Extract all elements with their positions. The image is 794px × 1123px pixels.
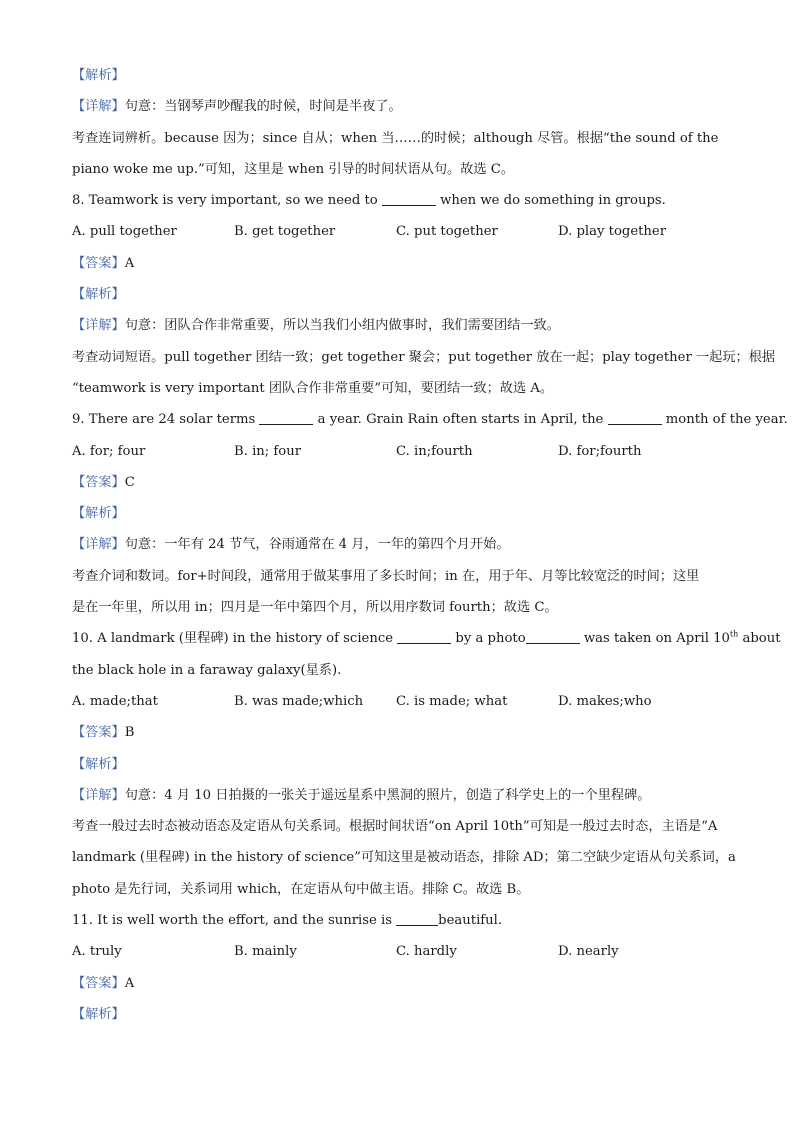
analysis-heading-q8 bbox=[72, 279, 722, 310]
explanation-line: photo 是先行词，关系词用 which，在定语从句中做主语。排除 C。故选 B。 bbox=[72, 881, 530, 897]
explanation-line: 考查连词辨析。because 因为；since 自从；when 当……的时候；although 尽管。根据“the sound of the bbox=[72, 130, 719, 146]
analysis-tag: 【解析】 bbox=[72, 68, 125, 83]
question-11-stem: 11. It is well worth the effort, and the sunrise is beautiful. bbox=[72, 913, 503, 929]
answer-value: B bbox=[124, 725, 135, 741]
detail-line-q9 bbox=[72, 529, 722, 560]
option-a: A. pull together bbox=[72, 224, 177, 240]
question-8-options bbox=[72, 216, 722, 247]
explanation-line: landmark (里程碑) in the history of science”可知这里是被动语态，排除 AD；第二空缺少定语从句关系词，a bbox=[72, 850, 736, 866]
detail-text: 句意：当钢琴声吵醒我的时候，时间是半夜了。 bbox=[124, 99, 402, 115]
option-a: A. truly bbox=[72, 944, 122, 960]
document-page bbox=[72, 60, 788, 1030]
option-d: D. nearly bbox=[558, 944, 619, 960]
answer-tag: 【答案】 bbox=[72, 255, 125, 271]
explanation-line: piano woke me up.”可知，这里是 when 引导的时间状语从句。故选 C。 bbox=[72, 161, 515, 177]
analysis-tag: 【解析】 bbox=[72, 1006, 125, 1022]
option-d: D. makes;who bbox=[558, 693, 652, 709]
answer-blank bbox=[526, 629, 580, 644]
option-d: D. for;fourth bbox=[558, 443, 642, 459]
question-9-options bbox=[72, 436, 722, 467]
analysis-tag: 【解析】 bbox=[72, 287, 125, 303]
answer-line-q10 bbox=[72, 717, 722, 748]
option-b: B. mainly bbox=[234, 944, 297, 960]
option-a: A. for; four bbox=[72, 443, 146, 459]
answer-blank bbox=[608, 410, 662, 425]
detail-line-q10 bbox=[72, 780, 722, 811]
explanation-line: “teamwork is very important 团队合作非常重要”可知，要团结一致；故选 A。 bbox=[72, 380, 554, 396]
answer-blank bbox=[396, 911, 438, 926]
question-8-stem: 8. Teamwork is very important, so we need to when we do something in groups. bbox=[72, 193, 666, 209]
analysis-heading-q11 bbox=[72, 999, 722, 1030]
detail-line-q7 bbox=[72, 91, 722, 122]
answer-value: C bbox=[124, 474, 135, 490]
answer-blank bbox=[259, 410, 313, 425]
option-a: A. made;that bbox=[72, 693, 158, 709]
answer-value: A bbox=[124, 255, 135, 271]
analysis-heading-q7 bbox=[72, 60, 722, 91]
explanation-line: 是在一年里，所以用 in；四月是一年中第四个月，所以用序数词 fourth；故选 C。 bbox=[72, 600, 558, 616]
detail-tag: 【详解】 bbox=[72, 787, 125, 803]
explanation-line: 考查介词和数词。for+时间段，通常用于做某事用了多长时间；in 在，用于年、月等比较宽泛的时间；这里 bbox=[72, 568, 700, 584]
detail-text: 句意：团队合作非常重要，所以当我们小组内做事时，我们需要团结一致。 bbox=[124, 318, 560, 334]
option-b: B. in; four bbox=[234, 443, 302, 459]
option-c: C. is made; what bbox=[396, 693, 508, 709]
explanation-line: 考查动词短语。pull together 团结一致；get together 聚会；put together 放在一起；play together 一起玩；根据 bbox=[72, 349, 776, 365]
answer-value: A bbox=[124, 975, 135, 991]
answer-line-q9 bbox=[72, 467, 722, 498]
detail-tag: 【详解】 bbox=[72, 99, 125, 115]
answer-tag: 【答案】 bbox=[72, 975, 125, 991]
detail-tag: 【详解】 bbox=[72, 318, 125, 334]
detail-text: 句意：一年有 24 节气，谷雨通常在 4 月，一年的第四个月开始。 bbox=[124, 537, 510, 553]
option-b: B. get together bbox=[234, 224, 336, 240]
option-c: C. hardly bbox=[396, 944, 457, 960]
option-d: D. play together bbox=[558, 224, 667, 240]
detail-line-q8 bbox=[72, 310, 722, 341]
detail-text: 句意：4 月 10 日拍摄的一张关于遥远星系中黑洞的照片，创造了科学史上的一个里程碑。 bbox=[124, 787, 651, 803]
detail-tag: 【详解】 bbox=[72, 537, 125, 553]
analysis-heading-q10 bbox=[72, 749, 722, 780]
answer-line-q11 bbox=[72, 968, 722, 999]
analysis-heading-q9 bbox=[72, 498, 722, 529]
explanation-line: 考查一般过去时态被动语态及定语从句关系词。根据时间状语“on April 10th”可知是一般过去时态，主语是“A bbox=[72, 819, 718, 835]
option-c: C. in;fourth bbox=[396, 443, 473, 459]
question-9-stem: 9. There are 24 solar terms a year. Grain Rain often starts in April, the month of the year. bbox=[72, 412, 788, 428]
answer-tag: 【答案】 bbox=[72, 725, 125, 741]
answer-tag: 【答案】 bbox=[72, 474, 125, 490]
question-10-stem: 10. A landmark (里程碑) in the history of science by a photo was taken on April 10th about bbox=[72, 629, 781, 647]
answer-blank bbox=[397, 629, 451, 644]
answer-line-q8 bbox=[72, 248, 722, 279]
question-10-stem-continued: the black hole in a faraway galaxy(星系). bbox=[72, 662, 342, 678]
option-c: C. put together bbox=[396, 224, 498, 240]
answer-blank bbox=[382, 191, 436, 206]
analysis-tag: 【解析】 bbox=[72, 756, 125, 772]
option-b: B. was made;which bbox=[234, 693, 364, 709]
question-11-options bbox=[72, 936, 722, 967]
question-10-options bbox=[72, 686, 722, 717]
analysis-tag: 【解析】 bbox=[72, 506, 125, 522]
